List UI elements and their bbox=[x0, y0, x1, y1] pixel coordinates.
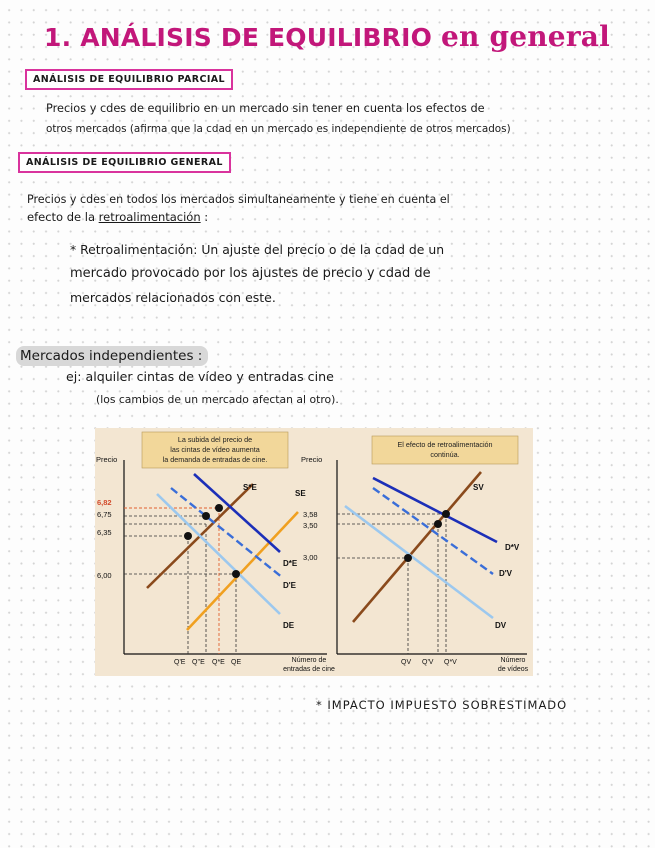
feedback-def-2: mercado provocado por los ajustes de precio y cdad de bbox=[70, 266, 431, 281]
eq-point-qe bbox=[232, 570, 240, 578]
feedback-def-3: mercados relacionados con este. bbox=[70, 290, 276, 305]
title-number: 1. bbox=[44, 23, 72, 52]
video-xtick-qvstar: Q*V bbox=[444, 659, 457, 666]
general-line-2 bbox=[27, 208, 208, 227]
video-xtick-qv1: Q'V bbox=[422, 659, 434, 666]
curve-s-v bbox=[353, 472, 481, 622]
feedback-def-1: * Retroalimentación: Un ajuste del precio o de la cdad de un bbox=[70, 242, 445, 257]
video-xlabel-2: de vídeos bbox=[497, 666, 529, 673]
eq-point-q1 bbox=[184, 532, 192, 540]
general-line-2-a: efecto de la bbox=[27, 210, 95, 224]
example-line: ej: alquiler cintas de vídeo y entradas cine bbox=[66, 369, 334, 384]
label-s-v: SV bbox=[473, 483, 484, 492]
cinema-ylabel: Precio bbox=[96, 455, 118, 464]
video-xlabel-1: Número bbox=[500, 657, 526, 664]
chart-video bbox=[301, 436, 529, 673]
cinema-xlabel-2: entradas de cine bbox=[283, 666, 335, 673]
curve-s-e bbox=[187, 512, 298, 630]
cinema-xtick-qe: QE bbox=[231, 659, 242, 666]
label-d-e: DE bbox=[283, 621, 295, 630]
video-xtick-qv: QV bbox=[401, 659, 412, 666]
video-title-line-2: continúa. bbox=[430, 450, 460, 459]
cinema-title-line-2: las cintas de vídeo aumenta bbox=[170, 445, 260, 454]
cinema-xlabel-1: Número de bbox=[291, 657, 327, 664]
label-d-prime-v: D'V bbox=[499, 569, 513, 578]
eq-point-q2 bbox=[202, 512, 210, 520]
cinema-ytick-635: 6,35 bbox=[97, 528, 112, 537]
cinema-ytick-600: 6,00 bbox=[97, 571, 112, 580]
cinema-title-line-1: La subida del precio de bbox=[177, 435, 253, 444]
feedback-term: retroalimentación bbox=[98, 210, 201, 224]
label-s-star-e: S*E bbox=[243, 483, 257, 492]
curve-d-v bbox=[345, 506, 493, 618]
video-ytick-358: 3,58 bbox=[303, 510, 318, 519]
cinema-ytick-675: 6,75 bbox=[97, 510, 112, 519]
video-ytick-300: 3,00 bbox=[303, 553, 318, 562]
charts-svg bbox=[95, 428, 533, 676]
footer-note: * IMPACTO IMPUESTO SOBRESTIMADO bbox=[316, 698, 568, 712]
page-title bbox=[44, 20, 610, 53]
video-guides bbox=[337, 514, 446, 654]
partial-line-1: Precios y cdes de equilibrio en un mercado sin tener en cuenta los efectos de bbox=[46, 102, 485, 115]
eq-point-qvstar bbox=[442, 510, 450, 518]
partial-equilibrium-label: ANÁLISIS DE EQUILIBRIO PARCIAL bbox=[25, 69, 233, 90]
label-s-e: SE bbox=[295, 489, 306, 498]
cinema-title-line-3: la demanda de entradas de cine. bbox=[162, 455, 268, 464]
general-equilibrium-label: ANÁLISIS DE EQUILIBRIO GENERAL bbox=[18, 152, 231, 173]
chart-cinema bbox=[96, 432, 335, 673]
cinema-xtick-qe1: Q'E bbox=[174, 659, 186, 666]
general-line-2-c: : bbox=[204, 210, 209, 224]
independent-markets-label: Mercados independientes : bbox=[16, 346, 208, 366]
video-ytick-350: 3,50 bbox=[303, 521, 318, 530]
title-cursive: en general bbox=[440, 20, 610, 53]
video-ylabel: Precio bbox=[301, 455, 323, 464]
equilibrium-charts bbox=[95, 428, 533, 676]
partial-line-2: otros mercados (afirma que la cdad en un mercado es independiente de otros mercados) bbox=[46, 123, 511, 135]
label-d-star-v: D*V bbox=[505, 543, 520, 552]
eq-point-qstar bbox=[215, 504, 223, 512]
label-d-v: DV bbox=[495, 621, 507, 630]
eq-point-qv1 bbox=[434, 520, 442, 528]
cinema-xtick-qe2: Q''E bbox=[192, 659, 205, 666]
cinema-xtick-qstar: Q*E bbox=[212, 659, 225, 666]
video-title-line-1: El efecto de retroalimentación bbox=[397, 440, 493, 449]
eq-point-qv bbox=[404, 554, 412, 562]
cinema-ytick-682: 6,82 bbox=[97, 498, 112, 507]
label-d-star-e: D*E bbox=[283, 559, 298, 568]
title-main: ANÁLISIS DE EQUILIBRIO bbox=[80, 23, 433, 52]
example-note: (los cambios de un mercado afectan al otro). bbox=[96, 393, 339, 406]
general-line-1: Precios y cdes en todos los mercados simultaneamente y tiene en cuenta el bbox=[27, 193, 450, 206]
label-d-prime-e: D'E bbox=[283, 581, 297, 590]
